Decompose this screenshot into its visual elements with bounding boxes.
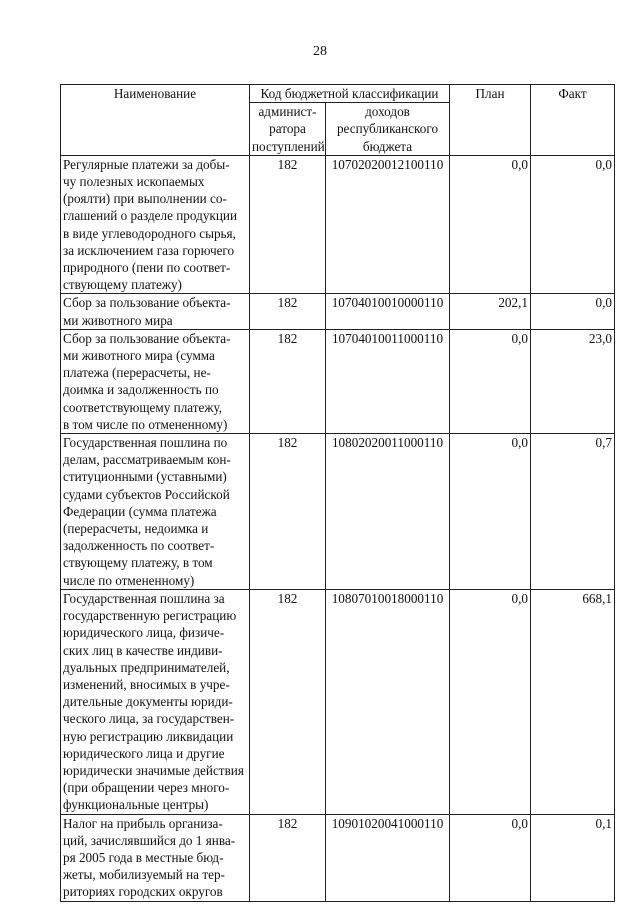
name-line: юридического лица и другие	[63, 745, 225, 761]
column-header-fact: Факт	[531, 85, 615, 156]
name-line: юридически значимые действия	[63, 762, 244, 778]
table-body	[61, 155, 615, 901]
table-row	[61, 434, 615, 590]
name-line: ствующему платежу)	[63, 277, 182, 293]
column-header-admin	[250, 103, 326, 156]
column-header-code-group: Код бюджетной классификации	[250, 85, 450, 103]
cell-fact: 0,0	[531, 155, 615, 294]
name-line: судами субъектов Российской	[63, 486, 230, 502]
name-line: ми животного мира (сумма	[63, 348, 215, 364]
name-line: Налог на прибыль организа-	[63, 815, 223, 831]
cell-name	[61, 294, 250, 329]
page-number: 28	[313, 44, 327, 59]
cell-revenue-code: 10802020011000110	[326, 434, 450, 590]
cell-name	[61, 434, 250, 590]
cell-plan: 0,0	[450, 434, 531, 590]
cell-admin-code: 182	[250, 294, 326, 329]
name-line: Сбор за пользование объекта-	[63, 330, 231, 346]
name-line: (роялти) при выполнении со-	[63, 191, 227, 207]
cell-name	[61, 589, 250, 814]
name-line: ми животного мира	[63, 312, 173, 328]
table-header-row	[61, 85, 615, 103]
header-line: доходов	[365, 104, 410, 120]
cell-revenue-code: 10704010010000110	[326, 294, 450, 329]
header-line: админист-	[258, 104, 317, 120]
header-line: республиканского	[336, 121, 439, 137]
name-line: ствующему платежу, в том	[63, 555, 213, 571]
name-line: изменений, вносимых в учре-	[63, 676, 230, 692]
name-line: Федерации (сумма платежа	[63, 503, 217, 519]
name-line: числе по отмененному)	[63, 572, 195, 588]
name-line: Сбор за пользование объекта-	[63, 295, 231, 311]
cell-admin-code: 182	[250, 155, 326, 294]
name-line: делам, рассматриваемым кон-	[63, 452, 231, 468]
cell-admin-code: 182	[250, 814, 326, 901]
column-header-name: Наименование	[61, 85, 250, 156]
header-line: поступлений	[252, 138, 325, 154]
table-row	[61, 589, 615, 814]
cell-name	[61, 814, 250, 901]
name-line: дуальных предпринимателей,	[63, 659, 230, 675]
name-line: природного (пени по соответ-	[63, 260, 231, 276]
name-line: задолженность по соответ-	[63, 538, 215, 554]
name-line: риториях городских округов	[63, 884, 223, 900]
name-line: глашений о разделе продукции	[63, 208, 237, 224]
name-line: жеты, мобилизуемый на тер-	[63, 867, 225, 883]
name-line: платежа (перерасчеты, не-	[63, 365, 211, 381]
table-row	[61, 155, 615, 294]
cell-revenue-code: 10704010011000110	[326, 329, 450, 433]
name-line: ституционными (уставными)	[63, 469, 227, 485]
table-row	[61, 329, 615, 433]
cell-revenue-code: 10901020041000110	[326, 814, 450, 901]
name-line: дительные документы юриди-	[63, 694, 233, 710]
name-line: соответствующему платежу,	[63, 399, 223, 415]
name-line: за исключением газа горючего	[63, 242, 235, 258]
name-line: Государственная пошлина по	[63, 435, 228, 451]
name-line: функциональные центры)	[63, 797, 209, 813]
name-line: ческого лица, за государствен-	[63, 711, 235, 727]
header-line: ратора	[269, 121, 306, 137]
cell-plan: 202,1	[450, 294, 531, 329]
name-line: (перерасчеты, недоимка и	[63, 521, 209, 537]
header-line: бюджета	[362, 138, 413, 154]
cell-plan: 0,0	[450, 814, 531, 901]
cell-plan: 0,0	[450, 589, 531, 814]
name-line: Регулярные платежи за добы-	[63, 156, 230, 172]
name-line: в виде углеводородного сырья,	[63, 225, 236, 241]
table-row	[61, 814, 615, 901]
cell-name	[61, 155, 250, 294]
name-line: доимка и задолженность по	[63, 382, 219, 398]
cell-admin-code: 182	[250, 589, 326, 814]
column-header-plan: План	[450, 85, 531, 156]
name-line: ную регистрацию ликвидации	[63, 728, 234, 744]
cell-fact: 0,1	[531, 814, 615, 901]
cell-plan: 0,0	[450, 329, 531, 433]
name-line: ря 2005 года в местные бюд-	[63, 849, 224, 865]
cell-fact: 0,7	[531, 434, 615, 590]
name-line: (при обращении через много-	[63, 780, 230, 796]
cell-fact: 23,0	[531, 329, 615, 433]
cell-revenue-code: 10702020012100110	[326, 155, 450, 294]
name-line: Государственная пошлина за	[63, 590, 225, 606]
cell-fact: 668,1	[531, 589, 615, 814]
cell-fact: 0,0	[531, 294, 615, 329]
name-line: ских лиц в качестве индиви-	[63, 642, 223, 658]
name-line: государственную регистрацию	[63, 608, 237, 624]
name-line: чу полезных ископаемых	[63, 174, 205, 190]
cell-admin-code: 182	[250, 329, 326, 433]
budget-table	[60, 84, 615, 902]
name-line: ций, зачислявшийся до 1 янва-	[63, 832, 236, 848]
cell-admin-code: 182	[250, 434, 326, 590]
table-row	[61, 294, 615, 329]
cell-plan: 0,0	[450, 155, 531, 294]
cell-name	[61, 329, 250, 433]
name-line: в том числе по отмененному)	[63, 416, 228, 432]
cell-revenue-code: 10807010018000110	[326, 589, 450, 814]
name-line: юридического лица, физиче-	[63, 625, 225, 641]
column-header-revenue	[326, 103, 450, 156]
